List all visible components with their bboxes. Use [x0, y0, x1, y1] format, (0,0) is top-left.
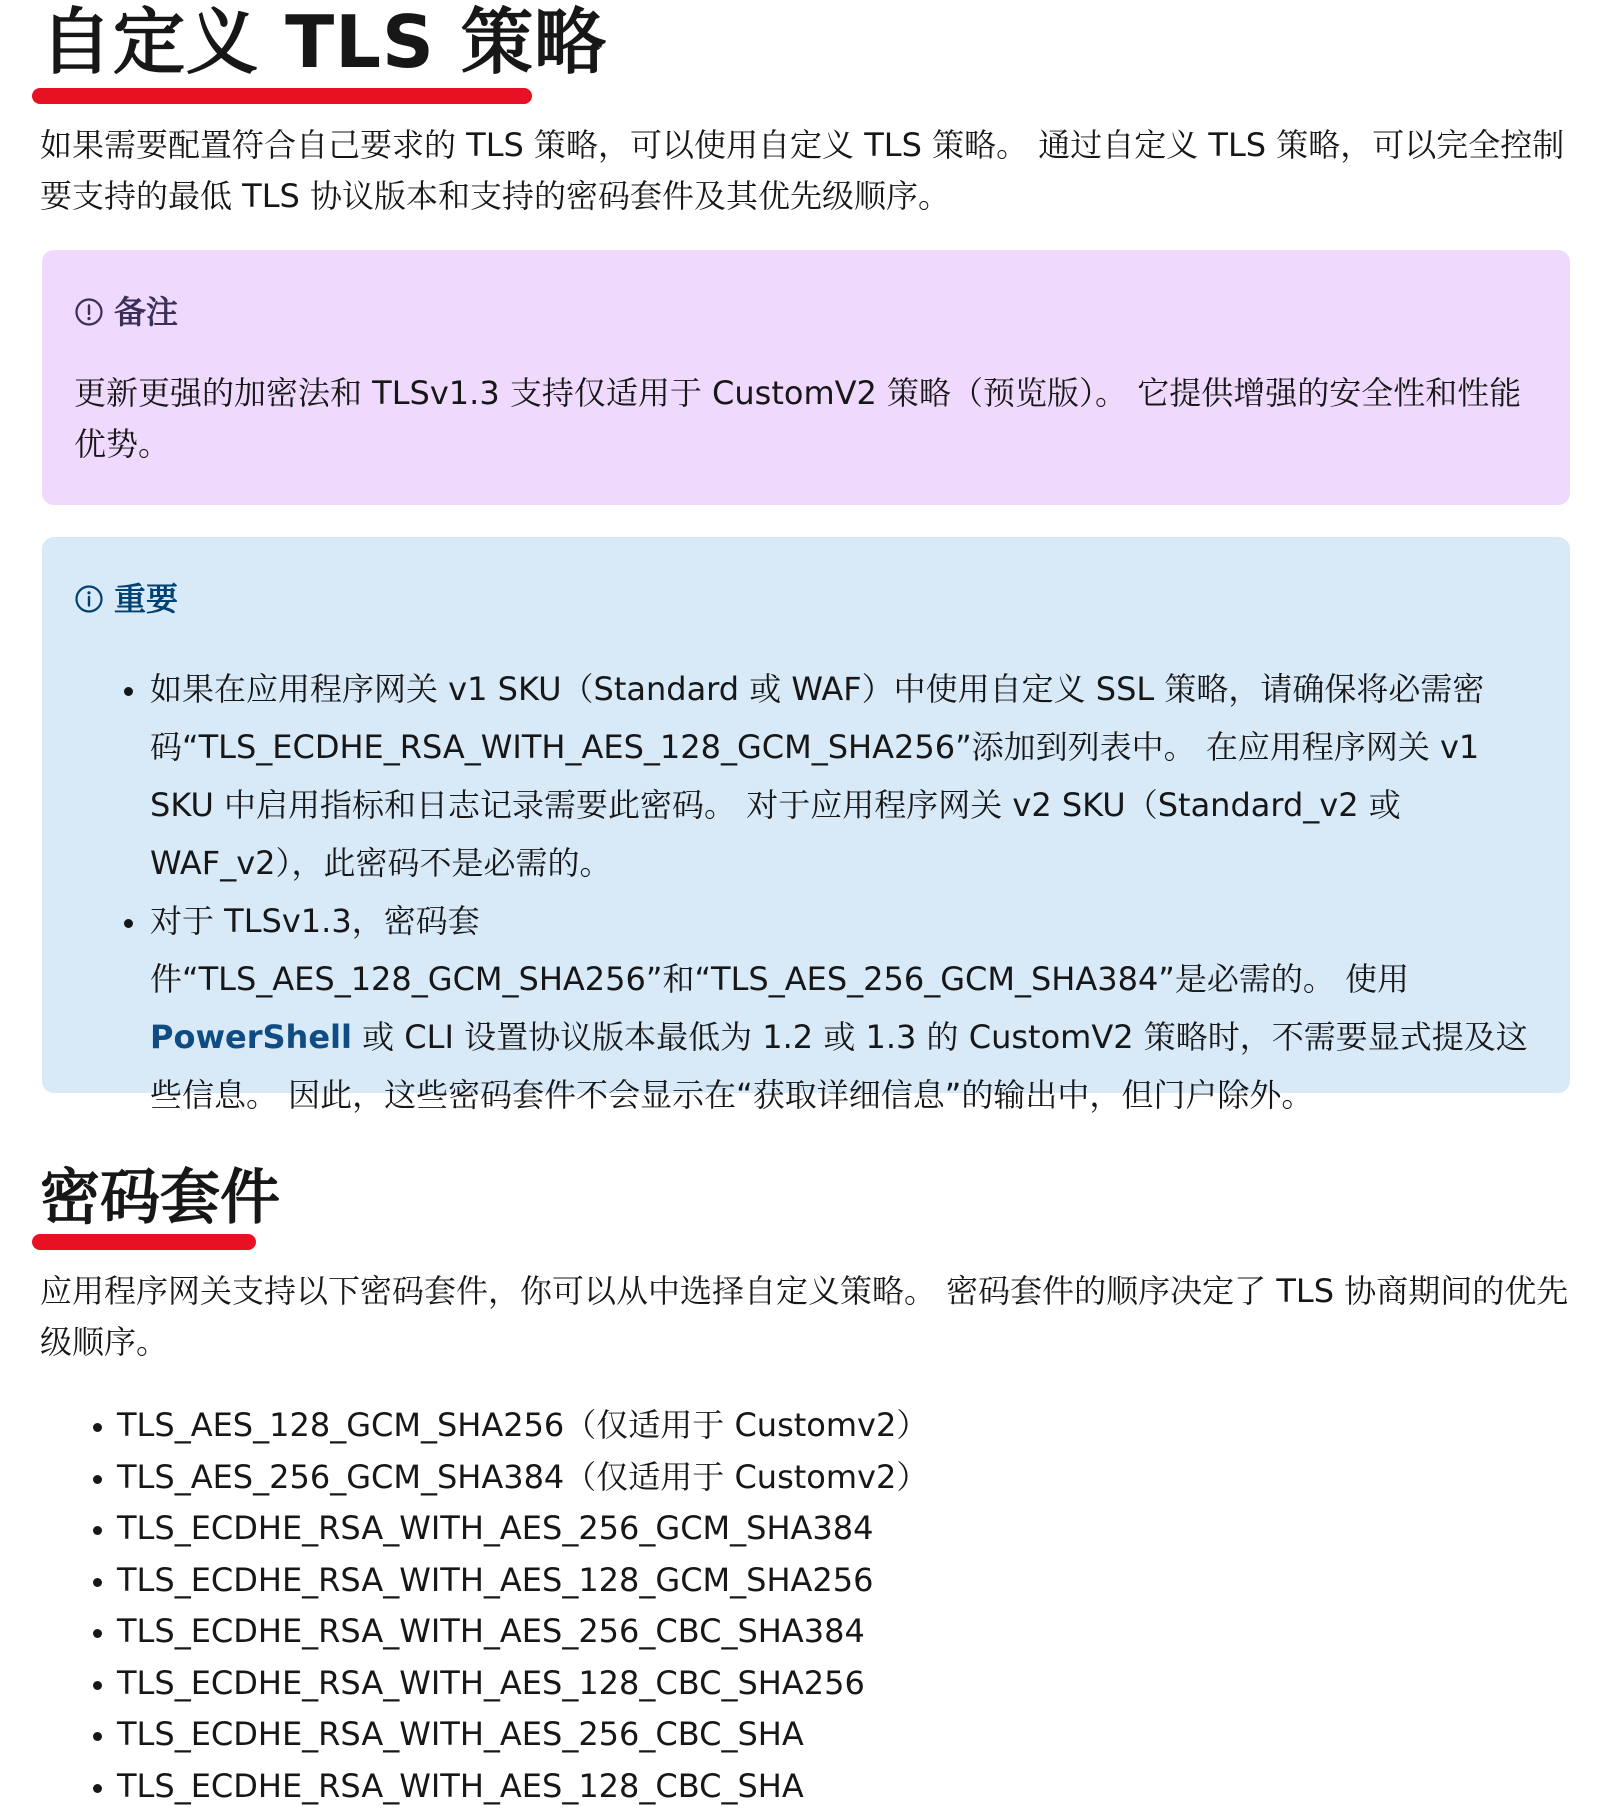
list-item	[148, 892, 1530, 1124]
suites-intro-paragraph: 应用程序网关支持以下密码套件，你可以从中选择自定义策略。 密码套件的顺序决定了 TLS 协商期间的优先级顺序。	[40, 1272, 1569, 1361]
list-item: • TLS_ECDHE_RSA_WITH_AES_256_CBC_SHA	[117, 1709, 928, 1761]
list-item: • TLS_ECDHE_RSA_WITH_AES_128_GCM_SHA256	[117, 1555, 928, 1607]
list-item: • TLS_ECDHE_RSA_WITH_AES_128_CBC_SHA256	[117, 1658, 928, 1710]
important-list	[74, 660, 1530, 1124]
heading2-wrap	[40, 1162, 280, 1234]
list-item: • TLS_ECDHE_RSA_WITH_AES_256_CBC_SHA384	[117, 1606, 928, 1658]
heading1-wrap	[40, 0, 607, 84]
important-callout	[42, 537, 1570, 1114]
powershell-link[interactable]: PowerShell	[150, 1018, 352, 1056]
list-item-text: 或 CLI 设置协议版本最低为 1.2 或 1.3 的 CustomV2 策略时，不需要显式提及这些信息。 因此，这些密码套件不会显示在“获取详细信息”的输出中，但门户除外。	[150, 1018, 1528, 1114]
list-item: • TLS_AES_256_GCM_SHA384（仅适用于 Customv2）	[117, 1452, 928, 1504]
info-circle-icon	[74, 297, 104, 327]
note-callout	[42, 250, 1570, 505]
list-item: • TLS_ECDHE_RSA_WITH_AES_256_GCM_SHA384	[117, 1503, 928, 1555]
note-title	[74, 292, 178, 332]
cipher-suite-list	[40, 1400, 928, 1812]
important-title	[74, 579, 178, 619]
intro-paragraph: 如果需要配置符合自己要求的 TLS 策略，可以使用自定义 TLS 策略。 通过自定义 TLS 策略，可以完全控制要支持的最低 TLS 协议版本和支持的密码套件及其优先级顺序。	[40, 126, 1565, 215]
page-title: 自定义 TLS 策略	[40, 0, 607, 84]
note-title-label: 备注	[114, 293, 179, 331]
important-body	[74, 660, 1530, 1124]
info-circle-icon	[74, 584, 104, 614]
title-underline	[32, 88, 532, 104]
section-heading: 密码套件	[40, 1163, 280, 1233]
list-item: • 如果在应用程序网关 v1 SKU（Standard 或 WAF）中使用自定义 SSL 策略，请确保将必需密码“TLS_ECDHE_RSA_WITH_AES_128_GCM_SHA256”添加到列表中。 在应用程序网关 v1 SKU 中启用指标和日志记录需要此密码。 对于应用程序网关 v2 SKU（Standard_v2 或 WAF_v2），此密码不是必需的。	[148, 660, 1530, 892]
section-underline	[32, 1234, 256, 1250]
important-title-label: 重要	[114, 580, 179, 618]
list-item: • TLS_ECDHE_RSA_WITH_AES_128_CBC_SHA	[117, 1761, 928, 1813]
note-body: 更新更强的加密法和 TLSv1.3 支持仅适用于 CustomV2 策略（预览版）。 它提供增强的安全性和性能优势。	[74, 374, 1522, 463]
list-item-text: 对于 TLSv1.3，密码套件“TLS_AES_128_GCM_SHA256”和“TLS_AES_256_GCM_SHA384”是必需的。 使用	[150, 902, 1410, 998]
list-item: • TLS_AES_128_GCM_SHA256（仅适用于 Customv2）	[117, 1400, 928, 1452]
